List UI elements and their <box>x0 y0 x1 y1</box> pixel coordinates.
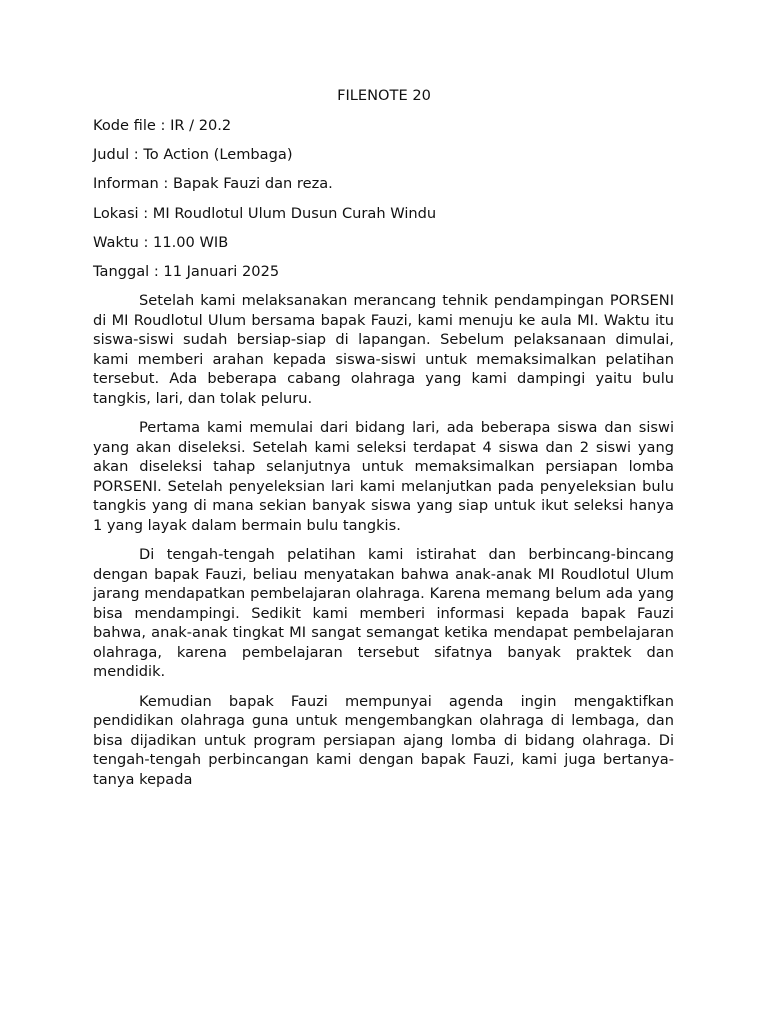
paragraph: Di tengah-tengah pelatihan kami istirahat dan berbincang-bincang dengan bapak Fauzi, beliau menyatakan bahwa anak-anak MI Roudlotul Ulum jarang mendapatkan pembelajaran olahraga. Karena memang belum ada yang bisa mendampingi. Sedikit kami memberi informasi kepada bapak Fauzi bahwa, anak-anak tingkat MI sangat semangat ketika mendapat pembelajaran olahraga, karena pembelajaran tersebut sifatnya banyak praktek dan mendidik. <box>93 546 674 680</box>
meta-informan: Informan : Bapak Fauzi dan reza. <box>93 175 333 192</box>
meta-lokasi: Lokasi : MI Roudlotul Ulum Dusun Curah Windu <box>93 205 437 222</box>
paragraph: Kemudian bapak Fauzi mempunyai agenda ingin mengaktifkan pendidikan olahraga guna untuk mengembangkan olahraga di lembaga, dan bisa dijadikan untuk program persiapan ajang lomba di bidang olahraga. Di tengah-tengah perbincangan kami dengan bapak Fauzi, kami juga bertanya-tanya kepada <box>93 692 674 788</box>
meta-waktu: Waktu : 11.00 WIB <box>93 234 229 251</box>
meta-tanggal: Tanggal : 11 Januari 2025 <box>93 263 280 280</box>
paragraph: Setelah kami melaksanakan merancang tehnik pendampingan PORSENI di MI Roudlotul Ulum bersama bapak Fauzi, kami menuju ke aula MI. Waktu itu siswa-siswi sudah bersiap-siap di lapangan. Sebelum pelaksanaan dimulai, kami memberi arahan kepada siswa-siswi untuk memaksimalkan pelatihan tersebut. Ada beberapa cabang olahraga yang kami dampingi yaitu bulu tangkis, lari, dan tolak peluru. <box>93 292 674 407</box>
document-body <box>93 291 674 799</box>
document-title: FILENOTE 20 <box>337 87 431 104</box>
meta-judul: Judul : To Action (Lembaga) <box>93 146 293 163</box>
meta-kode-file: Kode file : IR / 20.2 <box>93 117 232 134</box>
paragraph: Pertama kami memulai dari bidang lari, ada beberapa siswa dan siswi yang akan diseleksi. Setelah kami seleksi terdapat 4 siswa dan 2 siswi yang akan diseleksi tahap selanjutnya untuk memaksimalkan persiapan lomba PORSENI. Setelah penyeleksian lari kami melanjutkan pada penyeleksian bulu tangkis yang di mana sekian banyak siswa yang siap untuk ikut seleksi hanya 1 yang layak dalam bermain bulu tangkis. <box>93 419 674 534</box>
